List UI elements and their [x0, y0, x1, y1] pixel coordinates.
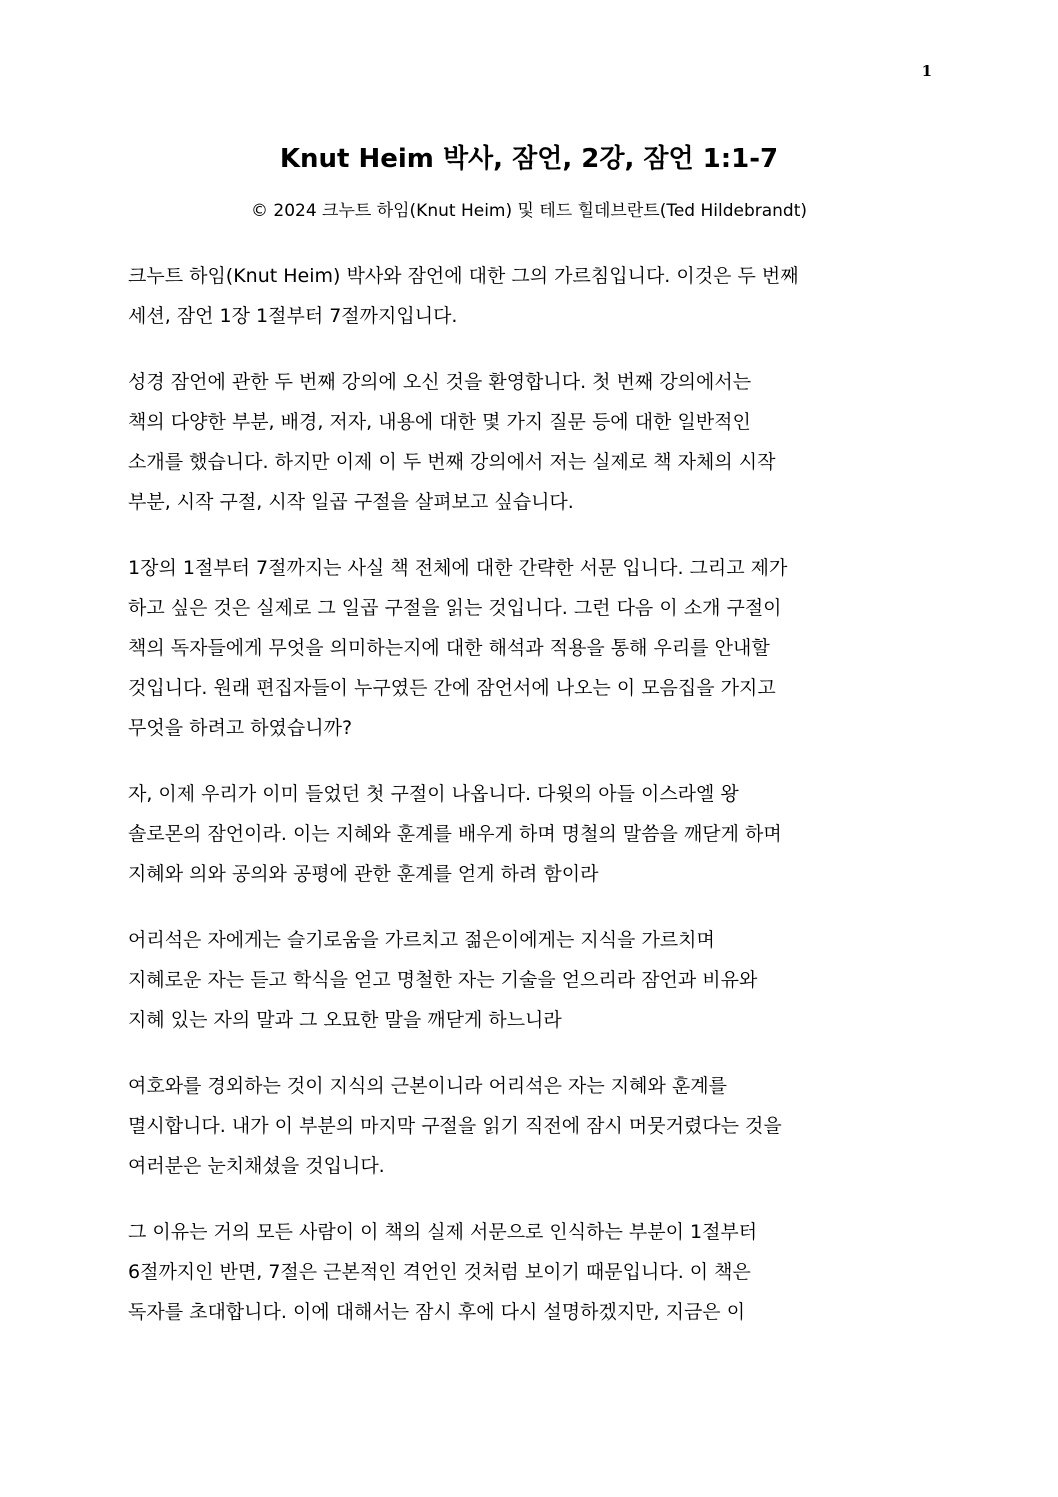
text-line: 여러분은 눈치채셨을 것입니다.: [128, 1155, 385, 1177]
text-line: 세션, 잠언 1장 1절부터 7절까지입니다.: [128, 305, 458, 327]
text-line: 지혜 있는 자의 말과 그 오묘한 말을 깨닫게 하느니라: [128, 1009, 562, 1031]
text-line: 책의 다양한 부분, 배경, 저자, 내용에 대한 몇 가지 질문 등에 대한 일반적인: [128, 411, 751, 433]
text-line: 그 이유는 거의 모든 사람이 이 책의 실제 서문으로 인식하는 부분이 1절부터: [128, 1221, 758, 1243]
text-line: 무엇을 하려고 하였습니까?: [128, 717, 353, 739]
text-line: 솔로몬의 잠언이라. 이는 지혜와 훈계를 배우게 하며 명철의 말씀을 깨닫게 하며: [128, 823, 782, 845]
document-subtitle: © 2024 크누트 하임(Knut Heim) 및 테드 힐데브란트(Ted Hildebrandt): [250, 201, 808, 221]
text-line: 멸시합니다. 내가 이 부분의 마지막 구절을 읽기 직전에 잠시 머뭇거렸다는 것을: [128, 1115, 782, 1137]
text-line: 1장의 1절부터 7절까지는 사실 책 전체에 대한 간략한 서문 입니다. 그리고 제가: [128, 557, 788, 579]
text-line: 소개를 했습니다. 하지만 이제 이 두 번째 강의에서 저는 실제로 책 자체의 시작: [128, 451, 776, 473]
paragraph: [128, 548, 930, 748]
paragraph: [128, 256, 930, 336]
text-line: 독자를 초대합니다. 이에 대해서는 잠시 후에 다시 설명하겠지만, 지금은 이: [128, 1301, 746, 1323]
paragraph: [128, 920, 930, 1040]
text-line: 것입니다. 원래 편집자들이 누구였든 간에 잠언서에 나오는 이 모음집을 가지고: [128, 677, 776, 699]
text-line: 여호와를 경외하는 것이 지식의 근본이니라 어리석은 자는 지혜와 훈계를: [128, 1075, 727, 1097]
document-title: Knut Heim 박사, 잠언, 2강, 잠언 1:1-7: [279, 144, 779, 174]
text-line: 하고 싶은 것은 실제로 그 일곱 구절을 읽는 것입니다. 그런 다음 이 소개 구절이: [128, 597, 782, 619]
text-line: 성경 잠언에 관한 두 번째 강의에 오신 것을 환영합니다. 첫 번째 강의에서는: [128, 371, 752, 393]
text-line: 지혜로운 자는 듣고 학식을 얻고 명철한 자는 기술을 얻으리라 잠언과 비유와: [128, 969, 758, 991]
text-line: 부분, 시작 구절, 시작 일곱 구절을 살펴보고 싶습니다.: [128, 491, 574, 513]
paragraph: [128, 1066, 930, 1186]
text-line: 자, 이제 우리가 이미 들었던 첫 구절이 나옵니다. 다윗의 아들 이스라엘 왕: [128, 783, 739, 805]
text-line: 지혜와 의와 공의와 공평에 관한 훈계를 얻게 하려 함이라: [128, 863, 599, 885]
text-line: 6절까지인 반면, 7절은 근본적인 격언인 것처럼 보이기 때문입니다. 이 책은: [128, 1261, 751, 1283]
page-number: 1: [921, 62, 932, 80]
text-line: 책의 독자들에게 무엇을 의미하는지에 대한 해석과 적용을 통해 우리를 안내할: [128, 637, 770, 659]
paragraph: [128, 1212, 930, 1332]
paragraph: [128, 362, 930, 522]
paragraph: [128, 774, 930, 894]
document-body: [128, 256, 930, 1358]
text-line: 어리석은 자에게는 슬기로움을 가르치고 젊은이에게는 지식을 가르치며: [128, 929, 715, 951]
text-line: 크누트 하임(Knut Heim) 박사와 잠언에 대한 그의 가르침입니다. 이것은 두 번째: [128, 265, 799, 287]
